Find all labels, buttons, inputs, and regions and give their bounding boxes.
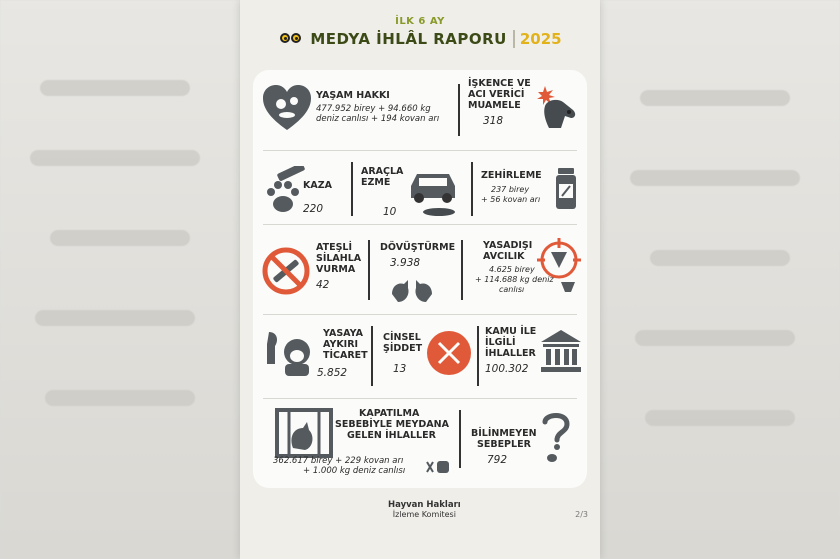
stats-card <box>253 70 587 488</box>
blurred-background-left <box>0 0 240 559</box>
kapatilma-label-1: KAPATILMA <box>359 408 420 419</box>
ticaret-label-2: AYKIRI <box>323 339 359 350</box>
yasadisi-value-1: 4.625 birey <box>489 265 535 274</box>
report-title: MEDYA İHLÂL RAPORU <box>310 30 507 48</box>
report-poster <box>240 0 600 559</box>
org-name-line-2: İzleme Komitesi <box>392 510 456 519</box>
aracla-label-2: EZME <box>361 177 391 188</box>
aracla-label-1: ARAÇLA <box>361 166 404 177</box>
atesli-label-1: ATEŞLİ <box>316 242 353 253</box>
cinsel-label-2: ŞİDDET <box>383 343 423 354</box>
report-year: 2025 <box>513 30 562 48</box>
zehir-label: ZEHİRLEME <box>481 170 542 181</box>
kamu-value: 100.302 <box>485 363 529 375</box>
bilinmeyen-label-1: BİLİNMEYEN <box>471 428 537 439</box>
car-icon <box>405 168 465 220</box>
kapatilma-value-1: 362.617 birey + 229 kovan arı <box>273 456 404 466</box>
kaza-label: KAZA <box>303 180 332 191</box>
monkey-parrot-icon <box>261 328 315 378</box>
crosshair-deer-icon <box>537 238 581 294</box>
kapatilma-value-2: + 1.000 kg deniz canlısı <box>303 466 406 476</box>
iskence-label-1: İŞKENCE VE <box>468 78 531 89</box>
hurt-dog-icon <box>535 84 579 132</box>
ticaret-label-3: TİCARET <box>323 350 368 361</box>
org-name-line-1: Hayvan Hakları <box>388 500 461 510</box>
page-indicator: 2/3 <box>575 510 588 519</box>
yasadisi-label-1: YASADIŞI <box>483 240 533 251</box>
forbidden-x-icon <box>426 330 472 376</box>
atesli-label-3: VURMA <box>316 264 356 275</box>
organization-footer <box>388 500 461 520</box>
iskence-label-3: MUAMELE <box>468 100 521 111</box>
bilinmeyen-label-2: SEBEPLER <box>477 439 531 450</box>
iskence-value: 318 <box>482 115 504 127</box>
yasam-label: YAŞAM HAKKI <box>316 90 390 101</box>
atesli-value: 42 <box>316 279 330 291</box>
kaza-value: 220 <box>303 203 324 215</box>
yasam-value: 477.952 birey + 94.660 kg deniz canlısı + 194 kovan arı <box>316 104 440 124</box>
caged-chicken-icon <box>275 408 333 458</box>
atesli-label-2: SİLAHLA <box>316 253 362 264</box>
bilinmeyen-value: 792 <box>487 454 508 466</box>
kapatilma-label-2: SEBEBİYLE MEYDANA <box>335 419 449 430</box>
beehive-icon <box>425 458 451 476</box>
question-paw-icon <box>539 410 573 464</box>
government-building-icon <box>539 328 583 374</box>
yasadisi-value-2: + 114.688 kg deniz <box>475 275 554 284</box>
yasadisi-label-2: AVCILIK <box>483 251 525 262</box>
report-header <box>240 16 600 48</box>
no-gun-icon <box>261 246 311 296</box>
fighting-roosters-icon <box>388 274 436 306</box>
yasadisi-value-3: canlısı <box>499 285 525 294</box>
kamu-label-2: İLGİLİ <box>485 337 516 348</box>
zehir-value-2: + 56 kovan arı <box>481 195 541 204</box>
report-subtitle: İLK 6 AY <box>395 16 445 27</box>
kamu-label-1: KAMU İLE <box>485 326 537 337</box>
poison-bottle-icon <box>553 166 579 212</box>
aracla-value: 10 <box>383 206 397 218</box>
kapatilma-label-3: GELEN İHLALLER <box>347 430 436 441</box>
ticaret-label-1: YASAYA <box>323 328 363 339</box>
iskence-label-2: ACI VERİCİ <box>468 89 525 100</box>
dovus-value: 3.938 <box>390 257 421 269</box>
blurred-background-right <box>600 0 840 559</box>
dovus-label: DÖVÜŞTÜRME <box>380 242 456 253</box>
eyes-logo-icon <box>278 30 304 48</box>
heart-animals-icon <box>261 82 313 134</box>
ticaret-value: 5.852 <box>317 367 348 379</box>
cinsel-label-1: CİNSEL <box>383 332 421 343</box>
cinsel-value: 13 <box>393 363 407 375</box>
kamu-label-3: İHLALLER <box>485 348 536 359</box>
zehir-value-1: 237 birey <box>491 185 530 194</box>
